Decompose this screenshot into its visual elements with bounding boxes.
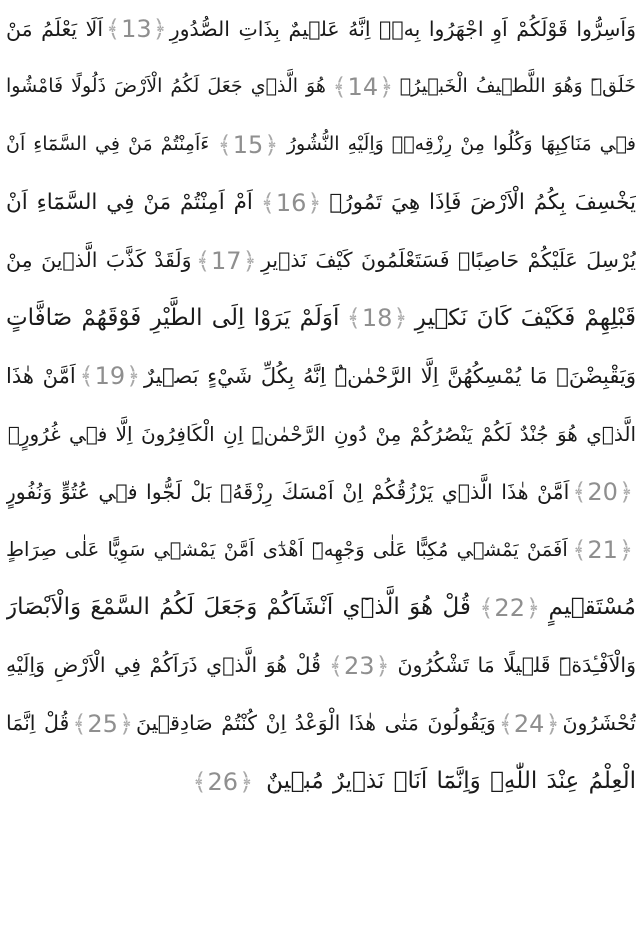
ayah-number: 24 <box>513 709 545 738</box>
verse-text: قُلْ اِنَّمَا <box>6 711 70 736</box>
verse-text: اَمْ اَمِنْتُمْ مَنْ فِي السَّمَٓاءِ اَنْ <box>6 189 253 215</box>
ayah-bracket-open: ﴾ <box>260 188 275 217</box>
verse-text: اَوَلَمْ يَرَوْا اِلَى الطَّيْرِ فَوْقَهُمْ صَٓافَّاتٍ <box>6 304 340 331</box>
verse-text: وَيَقُولُونَ مَتٰى هٰذَا الْوَعْدُ اِنْ كُنْتُمْ صَادِقٖينَ <box>136 711 496 736</box>
ayah-bracket-close: ﴿ <box>307 188 322 217</box>
ayah-bracket-open: ﴾ <box>332 72 347 101</box>
verse-text: وَلَقَدْ كَذَّبَ الَّذٖينَ مِنْ <box>6 248 192 273</box>
verse-text: قُلْ هُوَ الَّذٖي ذَرَاَكُمْ فِي الْاَرْضِ وَاِلَيْهِ <box>6 653 321 678</box>
ayah-bracket-close: ﴿ <box>126 362 141 391</box>
text-line <box>6 347 636 405</box>
ayah-bracket-close: ﴿ <box>393 304 408 333</box>
ayah-bracket-open: ﴾ <box>572 535 587 564</box>
text-line <box>6 0 636 58</box>
verse-text: تُحْشَرُونَ <box>562 711 636 736</box>
ayah-bracket-close: ﴿ <box>618 535 633 564</box>
ayah-number-marker <box>79 362 142 391</box>
ayah-number: 20 <box>587 478 618 507</box>
verse-text: وَاَسِرُّوا قَوْلَكُمْ اَوِ اجْهَرُوا بِهٖۜ اِنَّهُ عَلٖيمٌ بِذَاتِ الصُّدُورِ <box>169 16 636 41</box>
ayah-number-marker <box>498 709 561 738</box>
ayah-number-marker <box>571 478 634 507</box>
verse-text: يَخْسِفَ بِكُمُ الْاَرْضَ فَاِذَا هِيَ تَمُورُۙ <box>329 189 636 215</box>
verse-text: اَمَّنْ هٰذَا <box>6 363 76 388</box>
text-line <box>6 405 636 463</box>
ayah-number-marker <box>217 130 280 159</box>
ayah-number-marker <box>331 72 394 101</box>
verse-text: الَّذٖي هُوَ جُنْدٌ لَكُمْ يَنْصُرُكُمْ مِنْ دُونِ الرَّحْمٰنِۜ اِنِ الْكَافِرُونَ اِلَّا فٖي غُرُورٍۚ <box>7 422 636 447</box>
ayah-number: 18 <box>361 304 393 333</box>
ayah-number-marker <box>328 651 391 680</box>
verse-text: وَيَقْبِضْنَۢ مَا يُمْسِكُهُنَّ اِلَّا الرَّحْمٰنُۜ اِنَّهُ بِكُلِّ شَيْءٍ بَصٖيرٌ <box>144 363 636 388</box>
ayah-number: 17 <box>211 246 242 275</box>
verse-text: قُلْ هُوَ الَّذٖٓي اَنْشَاَكُمْ وَجَعَلَ لَكُمُ السَّمْعَ وَالْاَبْصَارَ <box>6 594 471 621</box>
verse-text: يُرْسِلَ عَلَيْكُمْ حَاصِبًاۜ فَسَتَعْلَمُونَ كَيْفَ نَذٖيرِ <box>261 248 636 273</box>
verse-text: الْعِلْمُ عِنْدَ اللّٰهِۖ وَاِنَّمَٓا اَنَا۬ نَذٖيرٌ مُبٖينٌ <box>266 768 636 795</box>
text-line <box>6 463 636 521</box>
ayah-number-marker <box>260 188 323 217</box>
ayah-bracket-close: ﴿ <box>379 72 394 101</box>
ayah-bracket-close: ﴿ <box>375 651 390 680</box>
ayah-number: 19 <box>94 362 126 391</box>
ayah-bracket-close: ﴿ <box>239 767 254 796</box>
ayah-number-marker <box>71 709 134 738</box>
ayah-number: 15 <box>232 130 264 159</box>
verse-text: فٖي مَنَاكِبِهَا وَكُلُوا مِنْ رِزْقِهٖۜ وَاِلَيْهِ النُّشُورُ <box>286 133 636 156</box>
verse-text: ءَاَمِنْتُمْ مَنْ فِي السَّمَٓاءِ اَنْ <box>6 133 210 156</box>
ayah-number-marker <box>105 14 168 43</box>
verse-text: هُوَ الَّذٖي جَعَلَ لَكُمُ الْاَرْضَ ذَلُولًا فَامْشُوا <box>6 75 326 98</box>
verse-text: وَالْاَفْـِٔدَةَۜ قَلٖيلًا مَا تَشْكُرُونَ <box>397 653 636 678</box>
text-line <box>6 232 636 290</box>
ayah-bracket-open: ﴾ <box>346 304 361 333</box>
ayah-number: 23 <box>343 651 375 680</box>
ayah-number-marker <box>191 767 254 796</box>
ayah-bracket-open: ﴾ <box>192 767 207 796</box>
ayah-number: 21 <box>587 535 618 564</box>
text-line <box>6 695 636 753</box>
ayah-number: 16 <box>275 188 307 217</box>
ayah-bracket-close: ﴿ <box>242 246 257 275</box>
text-line <box>6 637 636 695</box>
text-line <box>6 579 636 637</box>
ayah-number-marker <box>195 246 258 275</box>
ayah-number: 22 <box>494 593 525 622</box>
ayah-bracket-open: ﴾ <box>72 709 87 738</box>
ayah-number-marker <box>571 535 634 564</box>
ayah-bracket-open: ﴾ <box>572 478 587 507</box>
verse-text: اَلَا يَعْلَمُ مَنْ <box>6 16 104 41</box>
ayah-bracket-open: ﴾ <box>479 593 494 622</box>
verse-text: خَلَقَۜ وَهُوَ اللَّطٖيفُ الْخَبٖيرُ۟ <box>399 75 636 98</box>
ayah-number: 14 <box>347 72 379 101</box>
text-line <box>6 174 636 232</box>
ayah-bracket-open: ﴾ <box>328 651 343 680</box>
ayah-bracket-close: ﴿ <box>618 478 633 507</box>
verse-text: اَفَمَنْ يَمْشٖي مُكِبًّا عَلٰى وَجْهِهٖٓ اَهْدٰٓى اَمَّنْ يَمْشٖي سَوِيًّا عَلٰى صِرَاطٍ <box>6 538 568 562</box>
ayah-number: 25 <box>87 709 118 738</box>
ayah-number-marker <box>478 593 541 622</box>
ayah-number: 13 <box>121 14 152 43</box>
ayah-bracket-open: ﴾ <box>498 709 513 738</box>
text-line <box>6 753 636 811</box>
ayah-bracket-close: ﴿ <box>152 14 167 43</box>
ayah-bracket-close: ﴿ <box>545 709 560 738</box>
verse-text: قَبْلِهِمْ فَكَيْفَ كَانَ نَكٖيرِ <box>414 304 636 331</box>
ayah-bracket-close: ﴿ <box>525 593 541 622</box>
text-line <box>6 289 636 347</box>
ayah-bracket-open: ﴾ <box>106 14 121 43</box>
verse-text: مُسْتَقٖيمٍ <box>548 594 636 621</box>
verse-text: اَمَّنْ هٰذَا الَّذٖي يَرْزُقُكُمْ اِنْ اَمْسَكَ رِزْقَهُۚ بَلْ لَجُّوا فٖي عُتُوٍّ وَنُفُورٍ <box>6 479 570 504</box>
text-line <box>6 116 636 174</box>
ayah-bracket-open: ﴾ <box>195 246 211 275</box>
ayah-bracket-open: ﴾ <box>79 362 94 391</box>
ayah-number-marker <box>346 304 409 333</box>
text-line <box>6 521 636 579</box>
ayah-bracket-close: ﴿ <box>264 130 279 159</box>
ayah-number: 26 <box>207 767 239 796</box>
ayah-bracket-close: ﴿ <box>118 709 134 738</box>
text-line <box>6 58 636 116</box>
ayah-bracket-open: ﴾ <box>217 130 232 159</box>
